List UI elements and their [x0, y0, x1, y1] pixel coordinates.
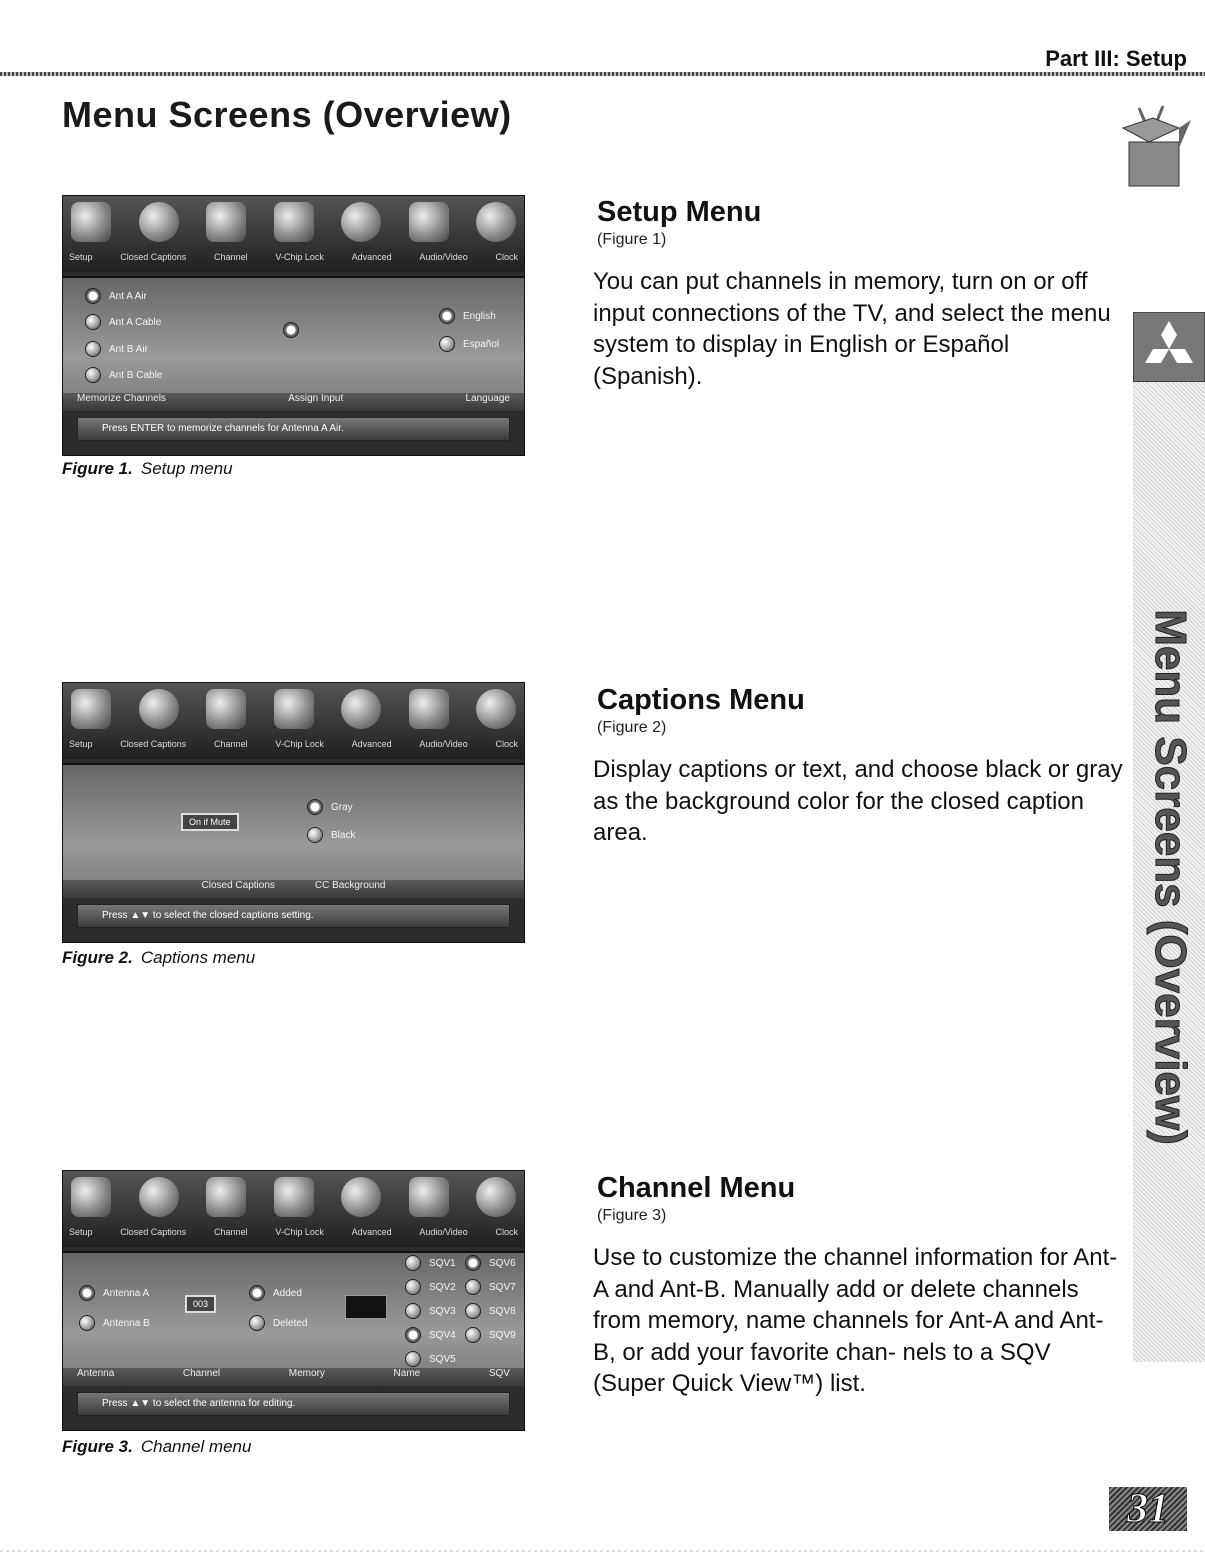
closed-captions-icon: [139, 202, 179, 242]
sqv-item: SQV1: [405, 1255, 456, 1271]
menu-label: V-Chip Lock: [275, 252, 324, 262]
setup-icon: [71, 689, 111, 729]
option-gray: Gray: [307, 799, 353, 815]
section-figure-ref: (Figure 1): [597, 231, 667, 248]
menu-label: Clock: [495, 1227, 518, 1237]
sidebar-section-title: Menu Screens (Overview): [1146, 609, 1195, 1145]
radio-icon: [465, 1327, 481, 1343]
page-number: 31: [1127, 1486, 1169, 1532]
section-body: You can put channels in memory, turn on or off input connections of the TV, and select the menu system to display in English or Español (Spanish).: [593, 268, 1111, 390]
sqv-item: SQV6: [465, 1255, 516, 1271]
option-added: Added: [249, 1285, 302, 1301]
channel-icon: [206, 689, 246, 729]
status-bar: Press ▲▼ to select the antenna for editing.: [77, 1392, 510, 1416]
page-title: Menu Screens (Overview): [62, 94, 512, 135]
figure-caption: Figure 3. Channel menu: [62, 1437, 252, 1456]
radio-icon: [405, 1303, 421, 1319]
footer-label: SQV: [488, 1368, 510, 1379]
audio-video-icon: [409, 1177, 449, 1217]
radio-icon: [85, 288, 101, 304]
radio-icon: [465, 1255, 481, 1271]
assign-input-indicator: [283, 322, 307, 338]
menu-label: Audio/Video: [419, 252, 468, 262]
radio-icon: [249, 1315, 265, 1331]
radio-icon: [465, 1279, 481, 1295]
option-ant-a-air: Ant A Air: [85, 288, 147, 304]
running-header: Part III: Setup: [1045, 46, 1187, 71]
menu-footer: [63, 880, 524, 898]
menu-label: Audio/Video: [419, 739, 468, 749]
menu-label: Clock: [495, 739, 518, 749]
section-title: Channel Menu: [597, 1172, 796, 1204]
clock-icon: [476, 1177, 516, 1217]
radio-icon: [405, 1351, 421, 1367]
menu-label: Closed Captions: [120, 739, 187, 749]
sqv-item: SQV4: [405, 1327, 456, 1343]
menu-icon-bar: [63, 1171, 524, 1247]
status-bar: Press ENTER to memorize channels for Antenna A Air.: [77, 417, 510, 441]
footer-label: Closed Captions: [201, 880, 275, 891]
menu-label: Advanced: [351, 739, 392, 749]
bottom-rule: [0, 1550, 1205, 1552]
option-english: English: [439, 308, 496, 324]
radio-icon: [439, 336, 455, 352]
radio-icon: [85, 314, 101, 330]
option-black: Black: [307, 827, 355, 843]
figure-caption: Figure 1. Setup menu: [62, 459, 233, 478]
section-figure-ref: (Figure 3): [597, 1207, 667, 1224]
radio-icon: [307, 799, 323, 815]
option-ant-a-cable: Ant A Cable: [85, 314, 161, 330]
menu-label: Channel: [214, 739, 248, 749]
channel-name-field: [345, 1295, 387, 1319]
menu-label: Audio/Video: [419, 1227, 468, 1237]
sqv-item: SQV7: [465, 1279, 516, 1295]
figure-channel-menu: [62, 1170, 525, 1431]
footer-label: CC Background: [314, 880, 386, 891]
option-deleted: Deleted: [249, 1315, 307, 1331]
menu-label: Clock: [495, 252, 518, 262]
menu-label: Channel: [214, 1227, 248, 1237]
menu-label: Closed Captions: [120, 1227, 187, 1237]
advanced-icon: [341, 1177, 381, 1217]
section-title: Setup Menu: [597, 196, 762, 228]
footer-label: Memorize Channels: [77, 393, 166, 404]
lock-icon: [274, 1177, 314, 1217]
option-ant-b-cable: Ant B Cable: [85, 367, 162, 383]
radio-icon: [79, 1315, 95, 1331]
footer-label: Assign Input: [288, 393, 344, 404]
menu-label: Closed Captions: [120, 252, 187, 262]
channel-icon: [206, 1177, 246, 1217]
menu-label: Setup: [69, 252, 93, 262]
section-figure-ref: (Figure 2): [597, 719, 667, 736]
footer-label: Name: [393, 1368, 421, 1379]
footer-label: Channel: [182, 1368, 221, 1379]
figure-captions-menu: [62, 682, 525, 943]
menu-footer: [63, 1368, 524, 1386]
sqv-item: SQV2: [405, 1279, 456, 1295]
sqv-item: SQV9: [465, 1327, 516, 1343]
lock-icon: [274, 689, 314, 729]
setup-icon: [71, 202, 111, 242]
sqv-item: SQV8: [465, 1303, 516, 1319]
radio-icon: [85, 367, 101, 383]
channel-number: 003: [185, 1295, 216, 1313]
radio-icon: [307, 827, 323, 843]
footer-label: Language: [465, 393, 510, 404]
menu-label: Channel: [214, 252, 248, 262]
section-title: Captions Menu: [597, 684, 805, 716]
menu-label: Setup: [69, 739, 93, 749]
setup-icon: [71, 1177, 111, 1217]
mitsubishi-logo-icon: [1133, 312, 1205, 382]
advanced-icon: [341, 202, 381, 242]
menu-icon-bar: [63, 683, 524, 759]
gift-box-icon: [1109, 98, 1195, 190]
audio-video-icon: [409, 689, 449, 729]
figure-setup-menu: [62, 195, 525, 456]
menu-icon-bar: [63, 196, 524, 272]
radio-icon: [79, 1285, 95, 1301]
radio-icon: [405, 1327, 421, 1343]
section-body: Use to customize the channel information for Ant-A and Ant-B. Manually add or delete channels from memory, name channels for Ant-A and Ant-B, or add your favorite chan- nels to a SQV (Super Quick View™) list.: [593, 1244, 1118, 1397]
menu-label: Advanced: [351, 1227, 392, 1237]
page-number-badge: [1109, 1487, 1187, 1531]
lock-icon: [274, 202, 314, 242]
radio-icon: [405, 1255, 421, 1271]
radio-icon: [249, 1285, 265, 1301]
option-ant-b-air: Ant B Air: [85, 341, 148, 357]
option-espanol: Español: [439, 336, 499, 352]
option-antenna-b: Antenna B: [79, 1315, 150, 1331]
menu-footer: [63, 393, 524, 411]
status-bar: Press ▲▼ to select the closed captions setting.: [77, 904, 510, 928]
radio-icon: [439, 308, 455, 324]
menu-label: Advanced: [351, 252, 392, 262]
footer-label: Antenna: [77, 1368, 115, 1379]
footer-label: Memory: [288, 1368, 325, 1379]
menu-label: V-Chip Lock: [275, 739, 324, 749]
sqv-item: SQV5: [405, 1351, 456, 1367]
section-body: Display captions or text, and choose black or gray as the background color for the closed caption area.: [593, 756, 1123, 846]
clock-icon: [476, 689, 516, 729]
radio-icon: [283, 322, 299, 338]
closed-captions-icon: [139, 689, 179, 729]
channel-icon: [206, 202, 246, 242]
advanced-icon: [341, 689, 381, 729]
radio-icon: [85, 341, 101, 357]
figure-caption: Figure 2. Captions menu: [62, 948, 256, 967]
radio-icon: [405, 1279, 421, 1295]
menu-label: Setup: [69, 1227, 93, 1237]
closed-captions-setting: On if Mute: [181, 813, 239, 831]
radio-icon: [465, 1303, 481, 1319]
clock-icon: [476, 202, 516, 242]
sqv-item: SQV3: [405, 1303, 456, 1319]
closed-captions-icon: [139, 1177, 179, 1217]
header-rule: [0, 72, 1205, 76]
menu-label: V-Chip Lock: [275, 1227, 324, 1237]
option-antenna-a: Antenna A: [79, 1285, 149, 1301]
audio-video-icon: [409, 202, 449, 242]
